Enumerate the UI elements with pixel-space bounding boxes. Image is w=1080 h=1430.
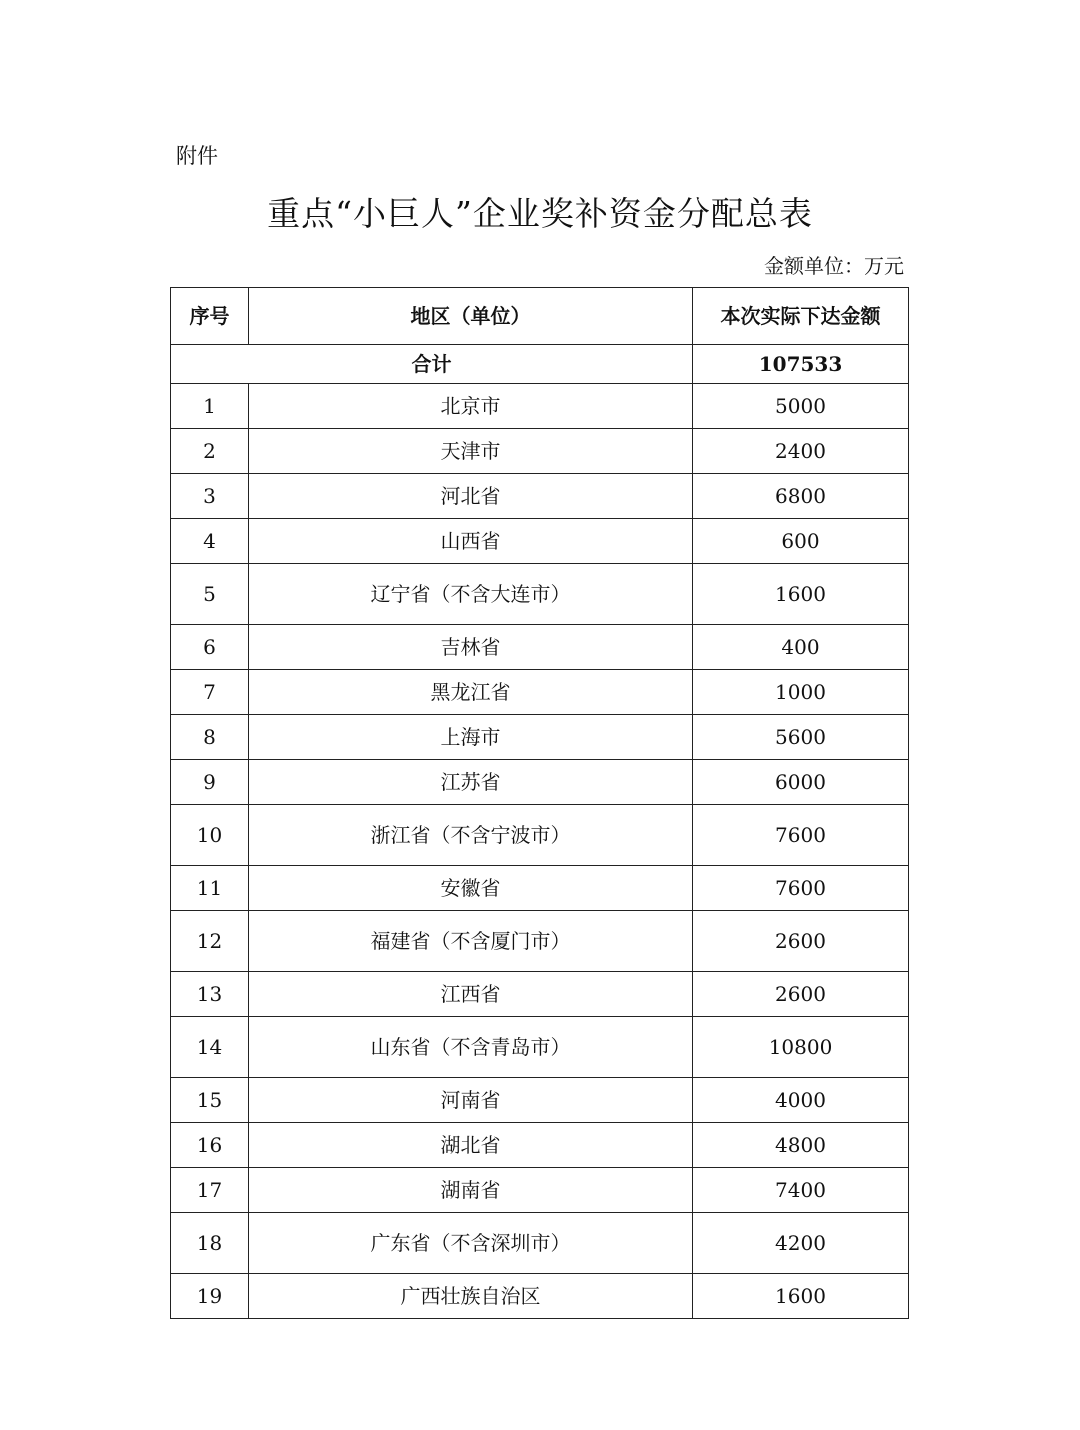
amount-cell: 600 [693, 519, 909, 564]
region-cell: 广西壮族自治区 [249, 1274, 693, 1319]
amount-cell: 5600 [693, 715, 909, 760]
row-number-cell: 4 [171, 519, 249, 564]
region-cell: 河南省 [249, 1078, 693, 1123]
table-row [171, 866, 909, 911]
table-row [171, 715, 909, 760]
row-number-cell: 15 [171, 1078, 249, 1123]
region-cell: 浙江省（不含宁波市） [249, 805, 693, 866]
row-number-cell: 8 [171, 715, 249, 760]
row-number-cell: 2 [171, 429, 249, 474]
table-row [171, 625, 909, 670]
row-number-cell: 13 [171, 972, 249, 1017]
amount-cell: 4800 [693, 1123, 909, 1168]
row-number-cell: 5 [171, 564, 249, 625]
amount-cell: 400 [693, 625, 909, 670]
table-header-row [171, 288, 909, 345]
row-number-cell: 16 [171, 1123, 249, 1168]
region-cell: 北京市 [249, 384, 693, 429]
amount-cell: 10800 [693, 1017, 909, 1078]
table-row [171, 474, 909, 519]
allocation-table [170, 287, 909, 1319]
region-cell: 广东省（不含深圳市） [249, 1213, 693, 1274]
amount-cell: 2600 [693, 911, 909, 972]
table-row [171, 670, 909, 715]
region-cell: 湖北省 [249, 1123, 693, 1168]
table-row [171, 1017, 909, 1078]
table-row [171, 564, 909, 625]
amount-cell: 2400 [693, 429, 909, 474]
row-number-cell: 3 [171, 474, 249, 519]
amount-cell: 7400 [693, 1168, 909, 1213]
region-cell: 黑龙江省 [249, 670, 693, 715]
table-row [171, 519, 909, 564]
row-number-cell: 9 [171, 760, 249, 805]
region-cell: 天津市 [249, 429, 693, 474]
row-number-cell: 7 [171, 670, 249, 715]
amount-cell: 1000 [693, 670, 909, 715]
table-row [171, 972, 909, 1017]
amount-cell: 4200 [693, 1213, 909, 1274]
table-row [171, 1274, 909, 1319]
amount-cell: 5000 [693, 384, 909, 429]
row-number-cell: 17 [171, 1168, 249, 1213]
row-number-cell: 12 [171, 911, 249, 972]
row-number-cell: 1 [171, 384, 249, 429]
row-number-cell: 10 [171, 805, 249, 866]
row-number-cell: 14 [171, 1017, 249, 1078]
amount-cell: 4000 [693, 1078, 909, 1123]
table-row [171, 1123, 909, 1168]
table-row [171, 805, 909, 866]
table-row [171, 429, 909, 474]
amount-cell: 6800 [693, 474, 909, 519]
amount-cell: 7600 [693, 805, 909, 866]
row-number-cell: 6 [171, 625, 249, 670]
region-cell: 山东省（不含青岛市） [249, 1017, 693, 1078]
amount-cell: 6000 [693, 760, 909, 805]
attachment-label: 附件 [176, 144, 218, 168]
row-number-cell: 19 [171, 1274, 249, 1319]
table-row [171, 1168, 909, 1213]
region-cell: 江苏省 [249, 760, 693, 805]
table-row [171, 760, 909, 805]
region-cell: 辽宁省（不含大连市） [249, 564, 693, 625]
column-header-amount: 本次实际下达金额 [693, 288, 909, 345]
row-number-cell: 11 [171, 866, 249, 911]
region-cell: 河北省 [249, 474, 693, 519]
document-title: 重点“小巨人”企业奖补资金分配总表 [267, 194, 813, 233]
table-row [171, 1213, 909, 1274]
total-amount: 107533 [693, 345, 909, 384]
total-row [171, 345, 909, 384]
column-header-no: 序号 [171, 288, 249, 345]
region-cell: 湖南省 [249, 1168, 693, 1213]
column-header-region: 地区（单位） [249, 288, 693, 345]
region-cell: 山西省 [249, 519, 693, 564]
amount-cell: 1600 [693, 1274, 909, 1319]
total-label: 合计 [171, 345, 693, 384]
region-cell: 江西省 [249, 972, 693, 1017]
table-row [171, 384, 909, 429]
region-cell: 福建省（不含厦门市） [249, 911, 693, 972]
region-cell: 吉林省 [249, 625, 693, 670]
row-number-cell: 18 [171, 1213, 249, 1274]
table-row [171, 911, 909, 972]
region-cell: 安徽省 [249, 866, 693, 911]
amount-cell: 7600 [693, 866, 909, 911]
amount-cell: 2600 [693, 972, 909, 1017]
region-cell: 上海市 [249, 715, 693, 760]
table-row [171, 1078, 909, 1123]
amount-cell: 1600 [693, 564, 909, 625]
amount-unit-note: 金额单位：万元 [764, 254, 904, 278]
